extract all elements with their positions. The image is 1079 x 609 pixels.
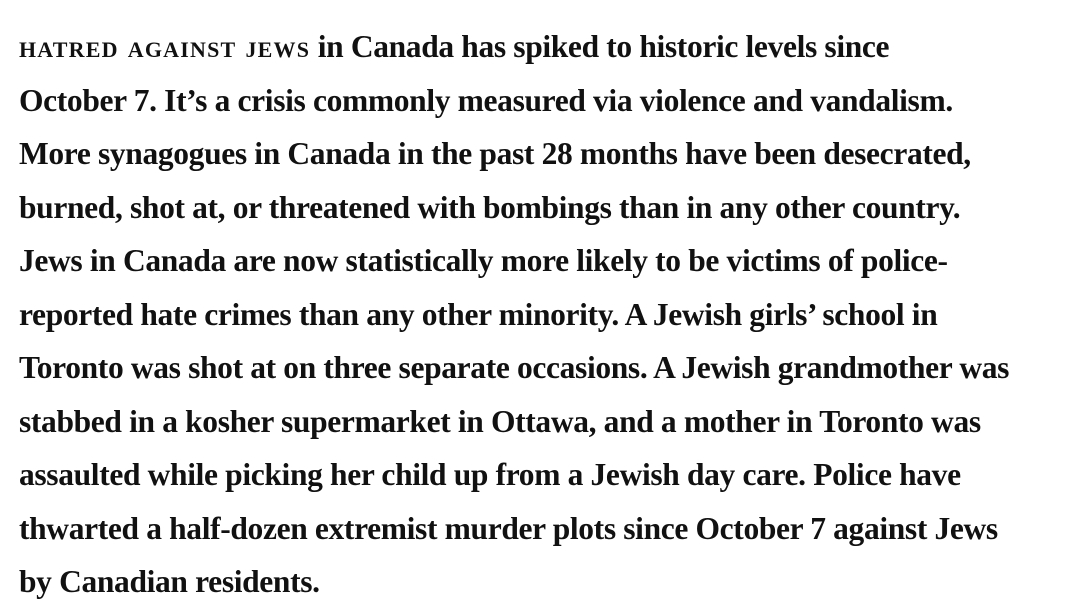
article-line-6: reported hate crimes than any other minority. A Jewish girls’ school in [19,296,938,332]
article-line-9: assaulted while picking her child up from a Jewish day care. Police have [19,457,961,492]
article-line-8: stabbed in a kosher supermarket in Ottawa, and a mother in Toronto was [19,403,981,439]
article-line-2: October 7. It’s a crisis commonly measured via violence and vandalism. [19,82,953,118]
article-paragraph [19,20,1074,609]
article-line-10: thwarted a half-dozen extremist murder plots since October 7 against Jews [19,510,998,546]
article-line-11: by Canadian residents. [19,564,320,599]
lead-in-smallcaps: hatred against jews [19,29,311,64]
article-line-1 [19,20,1074,74]
article-line-3: More synagogues in Canada in the past 28 months have been desecrated, [19,136,971,171]
article-line-4: burned, shot at, or threatened with bombings than in any other country. [19,189,961,225]
article-line-7: Toronto was shot at on three separate occasions. A Jewish grandmother was [19,350,1010,385]
article-line-5: Jews in Canada are now statistically more likely to be victims of police- [19,243,948,278]
article-line-1-text: in Canada has spiked to historic levels since [310,29,890,64]
